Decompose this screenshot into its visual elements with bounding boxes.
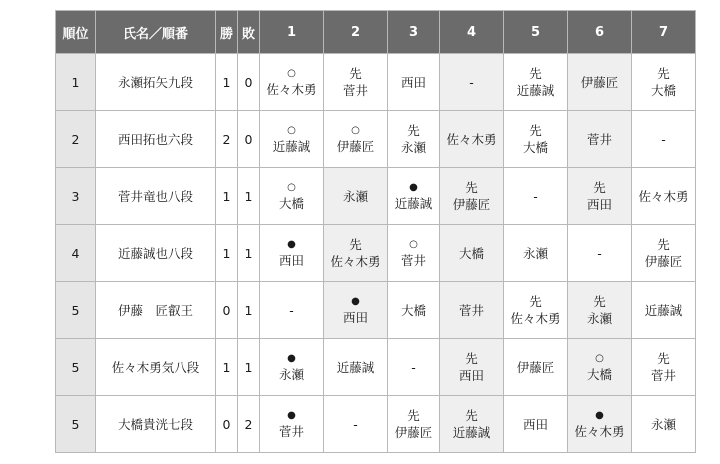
- round-cell: [504, 396, 568, 453]
- player-name-cell: 西田拓也六段: [96, 111, 216, 168]
- rank-cell: 2: [56, 111, 96, 168]
- player-name-cell: 伊藤 匠叡王: [96, 282, 216, 339]
- round-cell-opponent: -: [353, 416, 358, 432]
- header-round-6: 6: [568, 11, 632, 54]
- wins-cell: 0: [216, 396, 238, 453]
- round-cell-opponent: 近藤誠: [336, 359, 375, 375]
- round-cell-opponent: 菅井: [342, 83, 368, 98]
- losses-cell: 0: [238, 54, 260, 111]
- round-cell-top: 先: [349, 66, 362, 81]
- round-cell: [504, 339, 568, 396]
- wins-cell: 2: [216, 111, 238, 168]
- round-cell-opponent: 西田: [522, 416, 548, 432]
- losses-cell: 1: [238, 225, 260, 282]
- round-cell-opponent: 佐々木勇: [510, 311, 561, 326]
- round-cell-top: ○: [287, 67, 296, 79]
- round-cell: [260, 282, 324, 339]
- table-row: [56, 396, 696, 453]
- header-losses: 敗: [238, 11, 260, 54]
- losses-cell: 0: [238, 111, 260, 168]
- round-cell-top: 先: [349, 237, 362, 252]
- round-cell-top: 先: [529, 123, 542, 138]
- round-cell: [440, 111, 504, 168]
- header-round-1: 1: [260, 11, 324, 54]
- table-row: [56, 168, 696, 225]
- header-round-4: 4: [440, 11, 504, 54]
- round-cell-top: 先: [529, 66, 542, 81]
- round-cell: [324, 111, 388, 168]
- league-table-container: [55, 10, 696, 453]
- round-cell-opponent: -: [469, 74, 474, 90]
- losses-cell: 1: [238, 339, 260, 396]
- round-cell-opponent: -: [533, 188, 538, 204]
- rank-cell: 5: [56, 396, 96, 453]
- header-round-3: 3: [388, 11, 440, 54]
- round-cell-opponent: -: [289, 302, 294, 318]
- round-cell: [260, 54, 324, 111]
- round-cell-opponent: 伊藤匠: [394, 425, 433, 440]
- round-cell: [568, 282, 632, 339]
- wins-cell: 1: [216, 168, 238, 225]
- round-cell: [260, 111, 324, 168]
- wins-cell: 1: [216, 54, 238, 111]
- round-cell: [440, 396, 504, 453]
- round-cell-top: ○: [287, 124, 296, 136]
- round-cell-top: ●: [409, 181, 418, 193]
- round-cell-opponent: 近藤誠: [272, 138, 311, 154]
- round-cell-opponent: 西田: [458, 368, 484, 383]
- round-cell-opponent: 大橋: [458, 245, 484, 261]
- round-cell-top: 先: [593, 180, 606, 195]
- header-row: [56, 11, 696, 54]
- round-cell-opponent: 伊藤匠: [644, 254, 683, 269]
- player-name-cell: 大橋貴洸七段: [96, 396, 216, 453]
- round-cell-top: 先: [657, 66, 670, 81]
- round-cell: [324, 339, 388, 396]
- header-wins: 勝: [216, 11, 238, 54]
- round-cell: [324, 396, 388, 453]
- round-cell-opponent: 菅井: [278, 423, 304, 439]
- round-cell-top: ●: [287, 409, 296, 421]
- round-cell: [440, 339, 504, 396]
- round-cell-top: 先: [593, 294, 606, 309]
- round-cell-top: 先: [657, 237, 670, 252]
- league-table: [55, 10, 696, 453]
- round-cell-opponent: 菅井: [650, 368, 676, 383]
- round-cell-opponent: 大橋: [278, 195, 304, 211]
- round-cell: [388, 168, 440, 225]
- rank-cell: 5: [56, 282, 96, 339]
- wins-cell: 0: [216, 282, 238, 339]
- round-cell-opponent: 永瀬: [650, 416, 676, 432]
- round-cell: [324, 54, 388, 111]
- round-cell: [504, 54, 568, 111]
- round-cell: [568, 225, 632, 282]
- round-cell-opponent: 西田: [278, 252, 304, 268]
- round-cell-opponent: 佐々木勇: [574, 423, 625, 439]
- round-cell: [632, 54, 696, 111]
- round-cell: [440, 168, 504, 225]
- round-cell-opponent: 永瀬: [278, 366, 304, 382]
- round-cell-opponent: 近藤誠: [394, 195, 433, 211]
- table-row: [56, 111, 696, 168]
- wins-cell: 1: [216, 225, 238, 282]
- round-cell-top: 先: [407, 123, 420, 138]
- round-cell-opponent: -: [661, 131, 666, 147]
- round-cell-top: ●: [287, 352, 296, 364]
- round-cell: [440, 282, 504, 339]
- rank-cell: 4: [56, 225, 96, 282]
- round-cell: [324, 282, 388, 339]
- round-cell: [568, 111, 632, 168]
- round-cell: [504, 111, 568, 168]
- header-round-2: 2: [324, 11, 388, 54]
- player-name-cell: 近藤誠也八段: [96, 225, 216, 282]
- round-cell: [324, 168, 388, 225]
- round-cell-opponent: 伊藤匠: [516, 359, 555, 375]
- round-cell-opponent: 菅井: [586, 131, 612, 147]
- rank-cell: 1: [56, 54, 96, 111]
- header-round-7: 7: [632, 11, 696, 54]
- round-cell-opponent: 佐々木勇: [330, 254, 381, 269]
- round-cell-opponent: 佐々木勇: [638, 188, 689, 204]
- round-cell: [568, 396, 632, 453]
- round-cell: [388, 339, 440, 396]
- player-name-cell: 菅井竜也八段: [96, 168, 216, 225]
- round-cell: [632, 282, 696, 339]
- round-cell-opponent: 佐々木勇: [446, 131, 497, 147]
- round-cell: [632, 225, 696, 282]
- round-cell-opponent: 大橋: [586, 366, 612, 382]
- table-row: [56, 339, 696, 396]
- round-cell-opponent: 伊藤匠: [336, 138, 375, 154]
- round-cell: [632, 168, 696, 225]
- round-cell-opponent: 近藤誠: [452, 425, 491, 440]
- round-cell-opponent: 近藤誠: [516, 83, 555, 98]
- table-body: [56, 54, 696, 453]
- round-cell-opponent: 西田: [400, 74, 426, 90]
- round-cell-top: 先: [407, 408, 420, 423]
- round-cell-top: 先: [657, 351, 670, 366]
- round-cell-opponent: 永瀬: [342, 188, 368, 204]
- round-cell-opponent: 大橋: [650, 83, 676, 98]
- player-name-cell: 佐々木勇気八段: [96, 339, 216, 396]
- round-cell-opponent: 西田: [586, 197, 612, 212]
- round-cell: [504, 282, 568, 339]
- round-cell-opponent: -: [597, 245, 602, 261]
- round-cell-opponent: -: [411, 359, 416, 375]
- round-cell: [440, 54, 504, 111]
- round-cell-top: ○: [595, 352, 604, 364]
- round-cell-top: 先: [465, 180, 478, 195]
- round-cell: [568, 54, 632, 111]
- round-cell: [324, 225, 388, 282]
- round-cell-top: ●: [287, 238, 296, 250]
- round-cell-opponent: 西田: [342, 309, 368, 325]
- round-cell: [568, 339, 632, 396]
- round-cell-opponent: 菅井: [458, 302, 484, 318]
- round-cell: [260, 396, 324, 453]
- table-row: [56, 225, 696, 282]
- round-cell: [504, 225, 568, 282]
- losses-cell: 1: [238, 282, 260, 339]
- round-cell: [388, 111, 440, 168]
- round-cell-opponent: 近藤誠: [644, 302, 683, 318]
- round-cell: [388, 225, 440, 282]
- round-cell-opponent: 永瀬: [586, 311, 612, 326]
- round-cell: [568, 168, 632, 225]
- round-cell: [440, 225, 504, 282]
- losses-cell: 2: [238, 396, 260, 453]
- round-cell: [260, 225, 324, 282]
- round-cell-opponent: 菅井: [400, 252, 426, 268]
- header-rank: 順位: [56, 11, 96, 54]
- rank-cell: 3: [56, 168, 96, 225]
- round-cell-top: ●: [595, 409, 604, 421]
- player-name-cell: 永瀬拓矢九段: [96, 54, 216, 111]
- round-cell: [632, 339, 696, 396]
- round-cell-opponent: 伊藤匠: [580, 74, 619, 90]
- round-cell-opponent: 永瀬: [522, 245, 548, 261]
- round-cell: [260, 168, 324, 225]
- round-cell: [260, 339, 324, 396]
- losses-cell: 1: [238, 168, 260, 225]
- table-row: [56, 282, 696, 339]
- round-cell-opponent: 大橋: [400, 302, 426, 318]
- round-cell-opponent: 佐々木勇: [266, 81, 317, 97]
- round-cell: [504, 168, 568, 225]
- rank-cell: 5: [56, 339, 96, 396]
- round-cell-top: ○: [351, 124, 360, 136]
- round-cell-opponent: 伊藤匠: [452, 197, 491, 212]
- round-cell-top: 先: [465, 351, 478, 366]
- round-cell-top: ○: [409, 238, 418, 250]
- round-cell-opponent: 永瀬: [400, 140, 426, 155]
- table-row: [56, 54, 696, 111]
- round-cell-top: 先: [529, 294, 542, 309]
- round-cell-top: ○: [287, 181, 296, 193]
- round-cell: [632, 396, 696, 453]
- round-cell-opponent: 大橋: [522, 140, 548, 155]
- header-round-5: 5: [504, 11, 568, 54]
- round-cell-top: 先: [465, 408, 478, 423]
- header-name: 氏名／順番: [96, 11, 216, 54]
- round-cell: [388, 54, 440, 111]
- round-cell-top: ●: [351, 295, 360, 307]
- round-cell: [632, 111, 696, 168]
- round-cell: [388, 396, 440, 453]
- wins-cell: 1: [216, 339, 238, 396]
- round-cell: [388, 282, 440, 339]
